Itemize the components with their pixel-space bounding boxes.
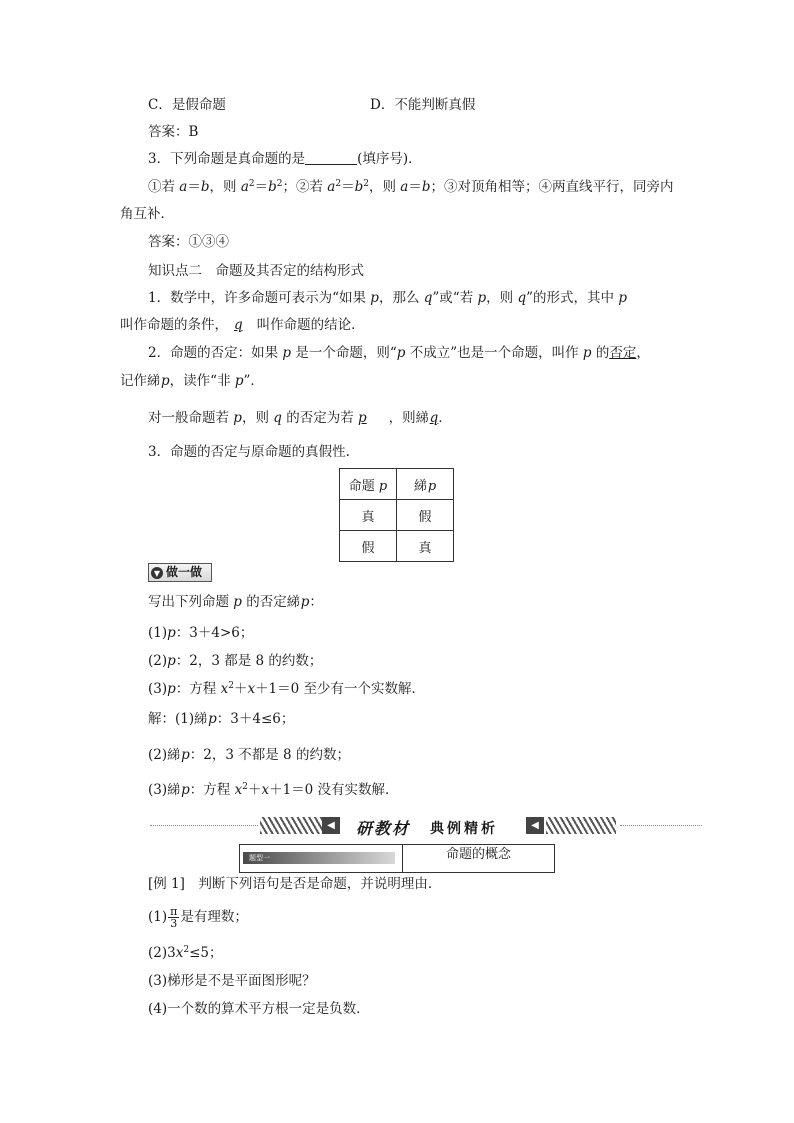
negation-symbol: 綈 — [415, 411, 429, 426]
solution-1: 解：(1)綈p：3＋4≤6； — [148, 711, 295, 727]
table-cell: 假 — [397, 500, 454, 531]
example-1-item-1: (1) $\frac{\pi}{3}$ 是有理数； — [148, 905, 248, 930]
answer-blank — [305, 150, 357, 165]
kp2-para3: 3．命题的否定与原命题的真假性. — [148, 444, 350, 460]
negation-symbol: 綈 — [147, 374, 161, 389]
table-row — [340, 469, 454, 500]
kp2-para2-cont: 记作綈p，读作“非 p”． — [120, 373, 264, 389]
table-cell: 假 — [340, 531, 397, 562]
kp2-para2: 2．命题的否定：如果 p 是一个命题，则“p 不成立”也是一个命题，叫作 p 的否定， — [148, 345, 650, 361]
question-3-line2: 角互补． — [120, 206, 174, 222]
banner-subtitle: 典例精析 — [430, 821, 498, 837]
arrow-left-icon: ◀ — [322, 817, 340, 834]
table-row — [340, 500, 454, 531]
option-d: D．不能判断真假 — [370, 97, 476, 113]
kp2-general-negation: 对一般命题若 p，则 q 的否定为若 p ，则綈q． — [148, 410, 452, 426]
knowledge-point-heading: 知识点二 命题及其否定的结构形式 — [148, 263, 364, 279]
kp2-para1-cont: 叫作命题的条件， q 叫作命题的结论． — [120, 317, 365, 333]
answer-q3: 答案：①③④ — [148, 234, 229, 250]
banner-divider — [620, 825, 702, 826]
table-cell: 真 — [397, 531, 454, 562]
chevron-down-icon: ▼ — [151, 567, 163, 579]
example-1-item-4: (4)一个数的算术平方根一定是负数． — [148, 1001, 370, 1017]
section-title-box — [239, 844, 555, 873]
example-1-item-2: $(2)3x^2\le 5$； — [148, 945, 223, 961]
section-banner — [150, 815, 702, 837]
practice-item-1: (1)p：3＋4>6； — [148, 625, 254, 641]
table-header-cell: 命题 p — [340, 469, 397, 500]
table-header-cell: 綈p — [397, 469, 454, 500]
truth-table — [339, 468, 454, 562]
practice-item-3: (3)p：方程 $x^2+x+1=0$ 至少有一个实数解． — [148, 681, 426, 697]
question-3-line1: ①若 a＝b，则 $a^2=b^2$；②若 $a^2=b^2$，则 a＝b；③对顶角相等；④两直线平行，同旁内 — [148, 179, 674, 195]
fraction-pi-over-3: $\frac{\pi}{3}$ — [170, 905, 178, 930]
practice-label-badge: ▼ 做一做 — [148, 563, 212, 582]
answer-q2: 答案：B — [148, 124, 199, 140]
solution-2: (2)綈p：2，3 不都是 8 的约数； — [148, 747, 350, 763]
question-3-stem: 3．下列命题是真命题的是 (填序号)． — [148, 151, 422, 167]
example-1-stem: [例 1] 判断下列语句是否是命题，并说明理由． — [148, 876, 442, 892]
banner-stripes — [260, 817, 330, 834]
practice-item-2: (2)p：2，3 都是 8 的约数； — [148, 653, 323, 669]
solution-3: (3)綈p：方程 $x^2+x+1=0$ 没有实数解． — [148, 782, 399, 798]
table-cell: 真 — [340, 500, 397, 531]
arrow-right-icon: ◀ — [526, 817, 544, 834]
practice-intro: 写出下列命题 p 的否定綈p： — [148, 594, 323, 610]
section-tag: 题型一 — [240, 845, 403, 872]
option-c: C．是假命题 — [148, 97, 226, 113]
banner-divider — [150, 825, 258, 826]
banner-stripes — [546, 817, 616, 834]
banner-title: 研教材 — [356, 819, 411, 838]
kp2-para1: 1．数学中，许多命题可表示为“如果 p，那么 q”或“若 p，则 q”的形式，其中 p — [148, 290, 627, 306]
example-1-item-3: (3)梯形是不是平面图形呢？ — [148, 973, 316, 989]
section-title: 命题的概念 — [445, 847, 511, 862]
table-row — [340, 531, 454, 562]
